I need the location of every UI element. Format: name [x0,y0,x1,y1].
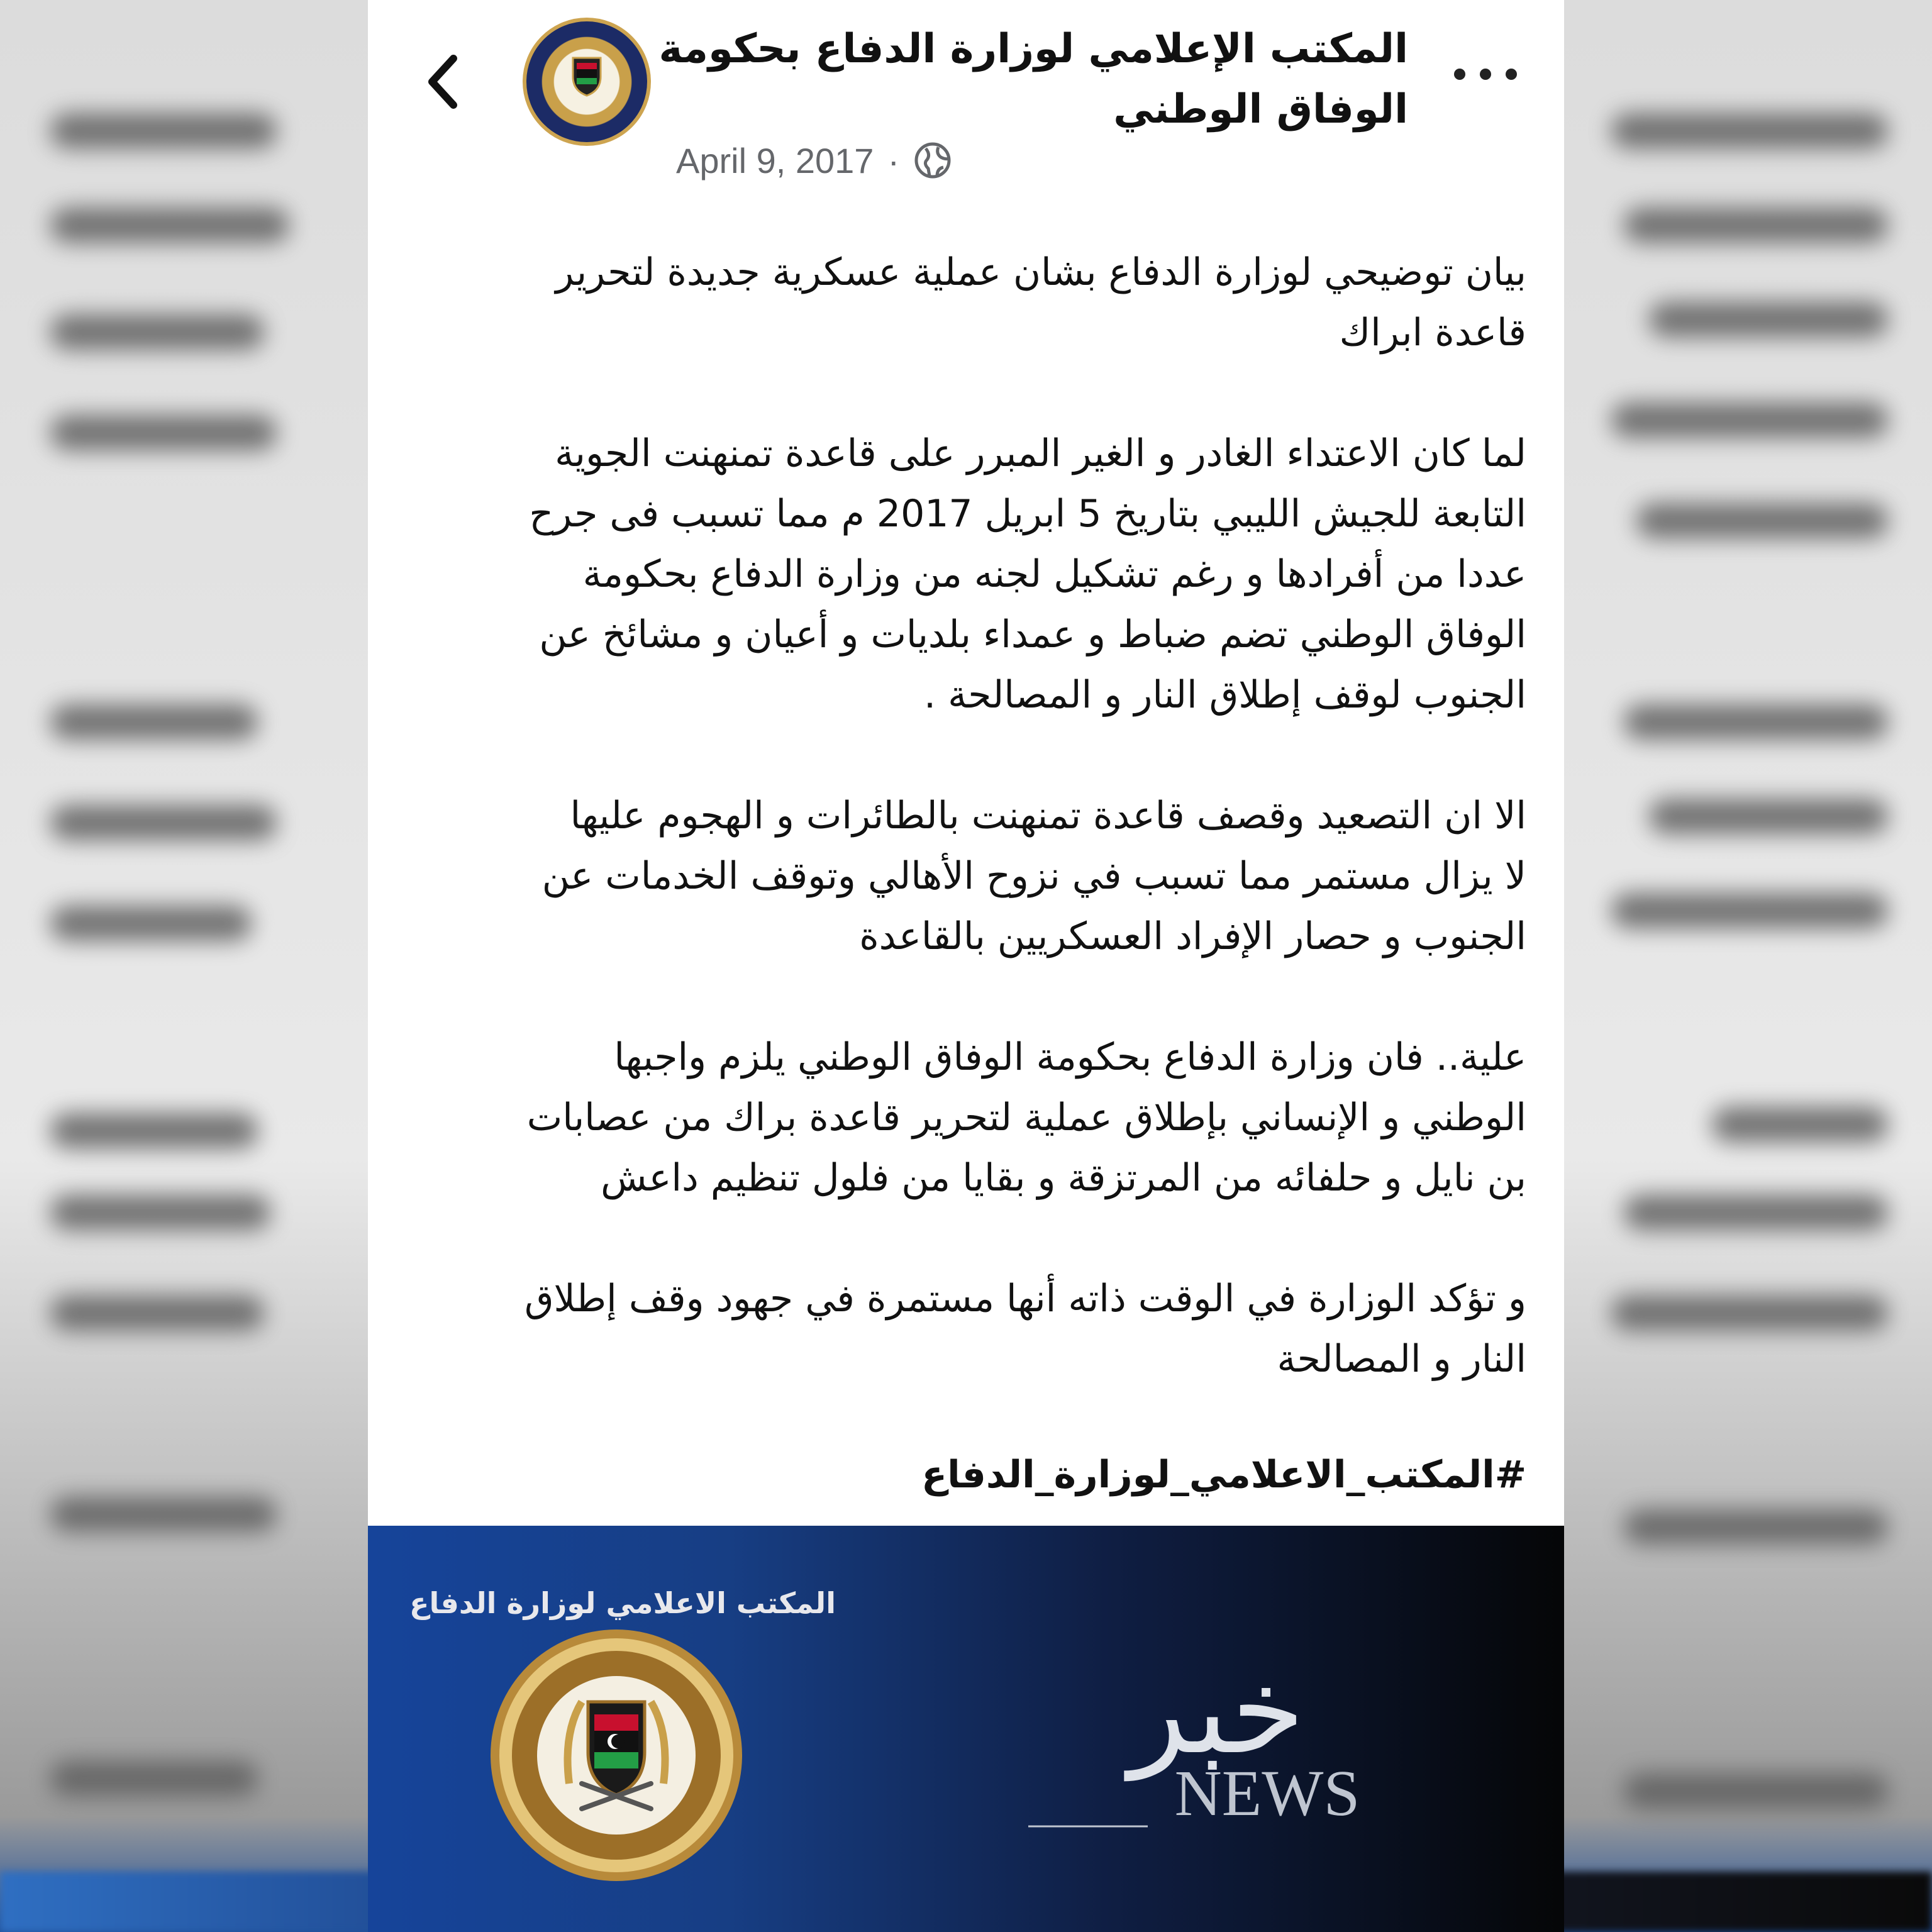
blurred-text [1712,1107,1888,1142]
banner-title: المكتب الاعلامي لوزارة الدفاع [409,1586,836,1620]
dot-icon [1506,69,1517,80]
post-date[interactable]: April 9, 2017 [676,140,874,180]
chevron-left-icon [425,53,462,110]
blurred-text [1611,893,1888,928]
page-name[interactable]: المكتب الإعلامي لوزارة الدفاع بحكومة الوفاق الوطني [658,26,1408,133]
page-avatar[interactable] [523,18,651,146]
news-logo-arabic: خبر [1129,1658,1305,1780]
post-paragraph: لما كان الاعتداء الغادر و الغير المبرر على قاعدة تمنهنت الجوية التابعة للجيش الليبي بتاريخ 5 ابريل 2017 م مما تسبب فى جرح عددا من أفرادها و رغم تشكيل لجنه من وزارة الدفاع بحكومة الوفاق الوطني تضم ضباط و عمداء بلديات و أعيان و مشائخ عن الجنوب لوقف إطلاق النار و المصالحة . [529,431,1526,717]
blurred-text [50,805,277,840]
blurred-text [1624,1509,1888,1545]
back-button[interactable] [418,50,469,113]
blurred-text [50,704,258,740]
blurred-text [50,208,289,243]
blurred-text [50,1761,258,1796]
dot-icon [1454,69,1465,80]
blurred-text [50,415,277,450]
post-paragraph: علية.. فان وزارة الدفاع بحكومة الوفاق الوطني يلزم واجبها الوطني و الإنساني بإطلاق عملية لتحرير قاعدة براك من عصابات بن نايل و حلفائه من المرتزقة و بقايا من فلول تنظيم داعش [526,1035,1526,1200]
blurred-text [50,1497,277,1532]
shield-icon [570,55,603,97]
blurred-text [1624,208,1888,243]
post-paragraph: بيان توضيحي لوزارة الدفاع بشان عملية عسكرية جديدة لتحرير قاعدة ابراك [555,250,1526,355]
post-card [368,0,1564,1932]
blurred-text [1611,1296,1888,1331]
post-body [425,242,1526,1505]
more-options-button[interactable] [1454,62,1517,87]
blurred-text [50,1296,264,1331]
post-image[interactable] [368,1526,1564,1932]
blurred-text [1624,1774,1888,1809]
blurred-text [50,314,264,350]
globe-icon [913,141,952,180]
news-logo [1028,1658,1368,1846]
blurred-text [50,906,252,941]
blurred-text [1624,1195,1888,1230]
news-logo-latin: NEWS [1174,1757,1360,1829]
blurred-text [50,1113,258,1148]
blurred-text [1624,704,1888,740]
ministry-seal-icon [487,1626,745,1884]
blurred-text [1649,799,1888,834]
blurred-text [50,1195,270,1230]
blurred-text [1649,302,1888,337]
post-meta [676,138,952,182]
hashtag-link[interactable]: #المكتب_الاعلامي_لوزارة_الدفاع [921,1453,1526,1497]
dot-icon [1480,69,1491,80]
post-paragraph: الا ان التصعيد وقصف قاعدة تمنهنت بالطائرات و الهجوم عليها لا يزال مستمر مما تسبب في نزوح الأهالي وتوقف الخدمات عن الجنوب و حصار الإفراد العسكريين بالقاعدة [541,794,1526,958]
blurred-text [1636,503,1888,538]
post-paragraph: و تؤكد الوزارة في الوقت ذاته أنها مستمرة في جهود وقف إطلاق النار و المصالحة [524,1277,1526,1381]
post-header [368,0,1564,214]
blurred-text [1611,113,1888,148]
blurred-text [1611,402,1888,438]
meta-separator: · [887,140,900,180]
blurred-text [50,113,277,148]
